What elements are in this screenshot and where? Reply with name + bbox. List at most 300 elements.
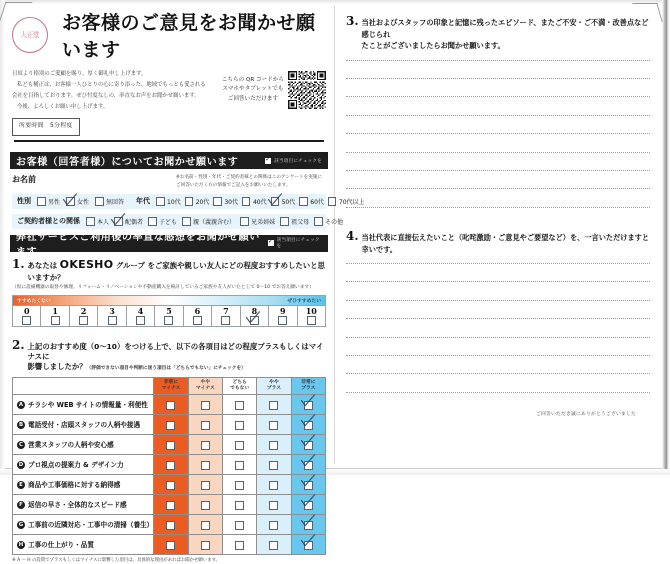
nps-cell-9[interactable] xyxy=(269,306,297,326)
matrix-row-label-E xyxy=(13,474,154,494)
matrix-row-label-G xyxy=(13,514,154,534)
gender-option-2[interactable] xyxy=(95,197,124,206)
matrix-row xyxy=(13,434,326,454)
matrix-column-header-2 xyxy=(188,377,222,394)
matrix-cell-F-1[interactable] xyxy=(154,494,188,514)
nps-scale xyxy=(12,295,326,327)
matrix-cell-H-3[interactable] xyxy=(222,534,256,554)
relation-option-label-1: 配偶者 xyxy=(125,218,144,226)
matrix-checkbox-A-5[interactable] xyxy=(304,401,313,410)
relation-option-label-3: 親（義親含む） xyxy=(193,218,236,226)
matrix-checkbox-E-5[interactable] xyxy=(304,481,313,490)
age-checkbox-6[interactable] xyxy=(328,197,337,206)
matrix-body xyxy=(13,394,326,554)
qr-code-icon[interactable] xyxy=(288,71,326,109)
matrix-row-text-G: 工事前の近隣対応・工事中の清掃（養生） xyxy=(28,521,154,530)
qr-block xyxy=(222,71,326,109)
matrix-row-label-B xyxy=(13,414,154,434)
matrix-checkbox-C-3[interactable] xyxy=(235,441,244,450)
matrix-checkbox-H-4[interactable] xyxy=(269,541,278,550)
q3-line-6[interactable] xyxy=(346,152,650,154)
nps-checkbox-1[interactable] xyxy=(51,316,60,325)
nps-cell-1[interactable] xyxy=(41,306,69,326)
matrix-cell-A-2[interactable] xyxy=(188,394,222,414)
name-label: お名前 xyxy=(12,175,36,185)
matrix-checkbox-C-2[interactable] xyxy=(201,441,210,450)
q1-subtext: （仮に設備機器の取替や修理、リフォーム・リノベーションや不動産購入を検討しているご家族や友人がいたとして 0〜10 でお答え願います） xyxy=(12,284,314,290)
matrix-checkbox-B-3[interactable] xyxy=(235,421,244,430)
matrix-cell-G-4[interactable] xyxy=(257,514,291,534)
matrix-row-text-E: 商品や工事価格に対する納得感 xyxy=(28,481,121,490)
checkbox-hint-icon-2 xyxy=(268,240,274,246)
matrix-cell-D-1[interactable] xyxy=(154,454,188,474)
matrix-cell-B-4[interactable] xyxy=(257,414,291,434)
matrix-corner-cell xyxy=(13,377,154,394)
checkbox-hint-icon xyxy=(265,158,271,164)
matrix-row-text-B: 電話受付・店頭スタッフの人柄や接遇 xyxy=(28,421,141,430)
nps-cell-number-4: 4 xyxy=(137,306,144,317)
nps-checkbox-3[interactable] xyxy=(108,316,117,325)
matrix-column-header-4-line2: プラス xyxy=(266,385,282,391)
q3-text xyxy=(362,17,650,52)
matrix-row-label-A xyxy=(13,394,154,414)
matrix-cell-G-3[interactable] xyxy=(222,514,256,534)
q4-answer-lines[interactable] xyxy=(346,263,650,394)
q4-line-5[interactable] xyxy=(346,337,650,339)
matrix-cell-F-5[interactable] xyxy=(291,494,325,514)
age-checkbox-5[interactable] xyxy=(299,197,308,206)
matrix-cell-B-3[interactable] xyxy=(222,414,256,434)
question-4 xyxy=(340,225,656,417)
relation-label: ご契約者様との関係 xyxy=(17,217,80,226)
nps-cell-8[interactable] xyxy=(241,306,269,326)
nps-checkbox-5[interactable] xyxy=(164,316,173,325)
matrix-cell-E-2[interactable] xyxy=(188,474,222,494)
relation-option-label-6: その他 xyxy=(325,218,344,226)
matrix-cell-E-3[interactable] xyxy=(222,474,256,494)
age-checkbox-0[interactable] xyxy=(156,197,165,206)
relation-option-5[interactable] xyxy=(280,217,309,226)
relation-checkbox-5[interactable] xyxy=(280,217,289,226)
matrix-row-tag-C: C xyxy=(17,441,25,449)
age-option-3[interactable] xyxy=(242,197,267,206)
nps-cell-number-9: 9 xyxy=(280,306,286,317)
matrix-checkbox-H-1[interactable] xyxy=(166,541,175,550)
nps-cell-4[interactable] xyxy=(127,306,155,326)
matrix-row-text-H: 工事の仕上がり・品質 xyxy=(28,541,94,550)
matrix-cell-A-1[interactable] xyxy=(154,394,188,414)
nps-checkbox-8[interactable] xyxy=(250,316,259,325)
name-note-line-2: ご回答いただく方の情報でご記入をお願いいたします。 xyxy=(176,182,291,188)
q3-line-5[interactable] xyxy=(346,133,650,135)
matrix-checkbox-C-1[interactable] xyxy=(166,441,175,450)
matrix-cell-A-4[interactable] xyxy=(257,394,291,414)
nps-cell-6[interactable] xyxy=(184,306,212,326)
matrix-cell-G-2[interactable] xyxy=(188,514,222,534)
matrix-checkbox-B-1[interactable] xyxy=(166,421,175,430)
matrix-cell-C-4[interactable] xyxy=(257,434,291,454)
q1-text xyxy=(28,258,326,283)
relation-row xyxy=(12,214,344,229)
qr-caption-line-2: スマホやタブレットでも xyxy=(222,86,284,93)
matrix-checkbox-G-2[interactable] xyxy=(201,521,210,530)
matrix-column-header-2-line2: マイナス xyxy=(195,385,215,391)
matrix-cell-F-4[interactable] xyxy=(257,494,291,514)
matrix-cell-H-4[interactable] xyxy=(257,534,291,554)
matrix-checkbox-D-2[interactable] xyxy=(201,461,210,470)
matrix-checkbox-A-1[interactable] xyxy=(166,401,175,410)
relation-option-6[interactable] xyxy=(314,217,343,226)
matrix-checkbox-G-1[interactable] xyxy=(166,521,175,530)
matrix-row-text-F: 返信の早さ・全体的なスピード感 xyxy=(28,501,127,510)
matrix-cell-D-3[interactable] xyxy=(222,454,256,474)
column-divider xyxy=(334,6,335,464)
company-seal-text: 大正堂 xyxy=(20,30,40,39)
matrix-checkbox-A-3[interactable] xyxy=(235,401,244,410)
nps-cells xyxy=(13,305,325,326)
nps-cell-2[interactable] xyxy=(70,306,98,326)
age-option-5[interactable] xyxy=(299,197,324,206)
age-option-2[interactable] xyxy=(213,197,238,206)
relation-checkbox-6[interactable] xyxy=(314,217,323,226)
matrix-cell-B-5[interactable] xyxy=(291,414,325,434)
section-bar-service-title: 弊社サービスご利用後の率直な感想をお聞かせ願います xyxy=(16,232,260,259)
q4-line-3[interactable] xyxy=(346,300,650,302)
matrix-row xyxy=(13,514,326,534)
matrix-cell-H-5[interactable] xyxy=(291,534,325,554)
matrix-row xyxy=(13,474,326,494)
matrix-cell-C-2[interactable] xyxy=(188,434,222,454)
relation-checkbox-3[interactable] xyxy=(182,217,191,226)
qr-caption xyxy=(222,76,284,104)
matrix-checkbox-A-2[interactable] xyxy=(201,401,210,410)
section-bar-service-hint xyxy=(268,237,322,249)
q2-text xyxy=(28,342,326,373)
matrix-checkbox-D-4[interactable] xyxy=(269,461,278,470)
matrix-row-text-A: チラシや WEB サイトの情報量・利便性 xyxy=(28,401,148,410)
matrix-cell-B-1[interactable] xyxy=(154,414,188,434)
matrix-checkbox-F-1[interactable] xyxy=(166,501,175,510)
q3-number: 3. xyxy=(346,14,359,28)
nps-left-label: すすめたくない xyxy=(17,299,51,305)
age-checkbox-4[interactable] xyxy=(271,197,280,206)
matrix-row xyxy=(13,414,326,434)
matrix-column-header-5 xyxy=(291,377,325,394)
matrix-row-label-C xyxy=(13,434,154,454)
matrix-column-header-1 xyxy=(154,377,188,394)
matrix-checkbox-G-5[interactable] xyxy=(304,521,313,530)
age-option-0[interactable] xyxy=(156,197,181,206)
gender-option-label-0: 男性 xyxy=(48,198,61,206)
q4-text: 当社代表に直接伝えたいこと（叱咤激励・ご意見やご要望など）を、一言いただけますと幸いです。 xyxy=(361,233,650,254)
matrix-column-header-3-line2: でもない xyxy=(230,385,250,391)
age-option-1[interactable] xyxy=(185,197,210,206)
nps-cell-0[interactable] xyxy=(13,306,41,326)
nps-cell-number-10: 10 xyxy=(305,306,317,317)
matrix-checkbox-C-4[interactable] xyxy=(269,441,278,450)
nps-checkbox-2[interactable] xyxy=(79,316,88,325)
matrix-row xyxy=(13,394,326,414)
nps-gradient-bar xyxy=(13,296,325,305)
name-note-line-1: ※お名前・性別・年代・ご契約者様との関係はこのアンケートを実施に xyxy=(176,175,322,181)
intro-line-4: 今後、よろしくお願い申し上げます。 xyxy=(17,104,109,111)
age-option-label-5: 60代 xyxy=(310,198,324,206)
q1-text-pre: あなたは xyxy=(27,260,60,270)
nps-cell-number-3: 3 xyxy=(109,306,115,317)
estimated-time-badge: 所要時間 5分程度 xyxy=(12,118,80,136)
gender-option-label-1: 女性 xyxy=(77,198,90,206)
gender-checkbox-2[interactable] xyxy=(95,197,104,206)
relation-option-4[interactable] xyxy=(240,217,275,226)
gender-option-label-2: 無回答 xyxy=(106,198,125,206)
matrix-row-text-D: プロ視点の提案力 & デザイン力 xyxy=(28,461,124,470)
matrix-checkbox-H-5[interactable] xyxy=(304,541,313,550)
matrix-row xyxy=(13,454,326,474)
matrix-checkbox-B-5[interactable] xyxy=(304,421,313,430)
age-option-label-0: 10代 xyxy=(167,198,181,206)
q2-number: 2. xyxy=(12,338,25,353)
q4-line-7[interactable] xyxy=(346,373,650,375)
intro-line-1: 日頃より格別のご愛顧を賜り、厚く御礼申し上げます。 xyxy=(12,71,147,77)
matrix-cell-B-2[interactable] xyxy=(188,414,222,434)
matrix-cell-A-3[interactable] xyxy=(222,394,256,414)
qr-caption-line-1: こちらの QR コードから xyxy=(221,77,284,84)
q4-number: 4. xyxy=(346,229,359,244)
q3-line-1[interactable] xyxy=(346,60,650,62)
nps-checkbox-7[interactable] xyxy=(221,316,230,325)
section-bar-respondent-hint-text: 該当項目にチェックを xyxy=(274,158,322,164)
nps-checkbox-4[interactable] xyxy=(136,316,145,325)
gender-option-0[interactable] xyxy=(37,197,60,206)
gender-label: 性別 xyxy=(17,197,31,206)
age-option-label-4: 50代 xyxy=(281,198,296,206)
age-checkbox-1[interactable] xyxy=(185,197,194,206)
matrix-cell-H-2[interactable] xyxy=(188,534,222,554)
matrix-cell-F-3[interactable] xyxy=(222,494,256,514)
nps-checkbox-0[interactable] xyxy=(22,316,31,325)
nps-cell-7[interactable] xyxy=(212,306,240,326)
relation-option-label-5: 祖父母 xyxy=(291,218,310,226)
left-column xyxy=(8,0,365,564)
gender-option-1[interactable] xyxy=(66,197,89,206)
relation-checkbox-4[interactable] xyxy=(240,217,249,226)
q4-line-1[interactable] xyxy=(346,263,650,265)
header-rule xyxy=(14,140,324,142)
q4-line-8[interactable] xyxy=(346,392,650,394)
nps-cell-3[interactable] xyxy=(98,306,126,326)
matrix-cell-C-5[interactable] xyxy=(291,434,325,454)
matrix-row-label-F xyxy=(13,494,154,514)
thanks-note: ご回答いただき誠にありがとうございました xyxy=(536,412,636,418)
q3-line-2[interactable] xyxy=(346,78,650,80)
q2-footnote: ※ A 〜 H の設問でプラスもしくはマイナスに影響した項目は、具体的な理由があればお聞かせ願います。 xyxy=(12,557,221,563)
section-bar-respondent-title: お客様（回答者様）についてお聞かせ願います xyxy=(16,157,239,169)
matrix-cell-G-5[interactable] xyxy=(291,514,325,534)
matrix-checkbox-B-4[interactable] xyxy=(269,421,278,430)
scan-edge-left xyxy=(0,0,5,475)
matrix-row-tag-F: F xyxy=(17,501,25,509)
q3-line-4[interactable] xyxy=(346,115,650,117)
gender-and-age-row xyxy=(12,194,365,209)
matrix-row-label-H xyxy=(13,534,154,554)
age-option-4[interactable] xyxy=(271,197,296,206)
relation-option-2[interactable] xyxy=(148,217,177,226)
matrix-row xyxy=(13,494,326,514)
matrix-row-tag-A: A xyxy=(18,402,24,409)
page-title: お客様のご意見をお聞かせ願います xyxy=(62,12,316,61)
matrix-row-tag-E: E xyxy=(17,481,25,489)
gender-checkbox-1[interactable] xyxy=(66,197,75,206)
relation-option-label-4: 兄弟姉妹 xyxy=(251,218,276,226)
matrix-row-tag-D: D xyxy=(18,462,24,469)
relation-checkbox-1[interactable] xyxy=(114,217,123,226)
matrix-cell-F-2[interactable] xyxy=(188,494,222,514)
age-checkbox-2[interactable] xyxy=(213,197,222,206)
age-checkbox-3[interactable] xyxy=(242,197,251,206)
intro-text xyxy=(12,69,222,136)
q3-line-8[interactable] xyxy=(346,188,650,190)
q1-number: 1. xyxy=(12,256,25,271)
nps-cell-number-5: 5 xyxy=(166,306,172,317)
matrix-row-tag-B: B xyxy=(18,422,24,429)
intro-line-2: 私ども桶正は、お客様一人ひとりの心に寄り添った、地域でもっとも愛される xyxy=(17,82,206,89)
question-1 xyxy=(8,252,330,327)
form-header xyxy=(8,0,330,146)
qr-caption-line-3: ご回答いただけます xyxy=(227,95,279,102)
age-option-label-6: 70代以上 xyxy=(338,198,365,206)
relation-checkbox-0[interactable] xyxy=(86,217,95,226)
matrix-checkbox-F-3[interactable] xyxy=(235,501,244,510)
relation-option-3[interactable] xyxy=(182,217,235,226)
matrix-checkbox-H-3[interactable] xyxy=(235,541,244,550)
matrix-row-label-D xyxy=(13,454,154,474)
q2-line-2-sub: （評価できない項目や判断に迷う項目は「どちらでもない」にチェックを） xyxy=(86,366,246,372)
nps-cell-number-8: 8 xyxy=(251,306,258,317)
q3-line-9[interactable] xyxy=(346,207,650,209)
relation-option-0[interactable] xyxy=(86,217,109,226)
nps-checkbox-9[interactable] xyxy=(278,316,287,325)
matrix-checkbox-G-3[interactable] xyxy=(235,521,244,530)
matrix-column-header-3 xyxy=(222,377,256,394)
q4-line-2[interactable] xyxy=(346,281,650,283)
matrix-cell-A-5[interactable] xyxy=(291,394,325,414)
q4-line-4[interactable] xyxy=(346,318,650,320)
q2-line-1: 上記のおすすめ度（0〜10）をつける上で、以下の各項目はどの程度プラスもしくはマイナスに xyxy=(27,342,324,362)
matrix-column-header-3-line1: どちら xyxy=(232,379,247,385)
nps-cell-number-0: 0 xyxy=(23,306,30,317)
q3-line-3[interactable] xyxy=(346,96,650,98)
section-bar-respondent-hint xyxy=(265,158,322,164)
matrix-cell-C-1[interactable] xyxy=(154,434,188,454)
question-2 xyxy=(8,333,330,564)
nps-cell-5[interactable] xyxy=(155,306,183,326)
matrix-checkbox-F-2[interactable] xyxy=(201,501,210,510)
nps-checkbox-10[interactable] xyxy=(307,316,316,325)
matrix-checkbox-D-5[interactable] xyxy=(304,461,313,470)
matrix-row-text-C: 営業スタッフの人柄や安心感 xyxy=(28,441,114,450)
matrix-checkbox-A-4[interactable] xyxy=(269,401,278,410)
q1-brand: OKESHO xyxy=(59,257,114,271)
age-option-label-1: 20代 xyxy=(195,198,210,206)
matrix-cell-D-2[interactable] xyxy=(188,454,222,474)
matrix-column-header-1-line2: マイナス xyxy=(161,385,181,391)
age-option-label-2: 30代 xyxy=(224,198,238,206)
age-option-label-3: 40代 xyxy=(252,198,267,206)
respondent-fields xyxy=(8,169,365,229)
matrix-cell-D-4[interactable] xyxy=(257,454,291,474)
matrix-cell-C-3[interactable] xyxy=(222,434,256,454)
nps-checkbox-6[interactable] xyxy=(193,316,202,325)
matrix-column-header-1-line1: 非常に xyxy=(163,379,179,385)
nps-cell-number-1: 1 xyxy=(52,306,58,317)
matrix-column-header-5-line2: プラス xyxy=(301,385,316,391)
matrix-column-header-5-line1: 非常に xyxy=(301,379,316,385)
nps-right-label: ぜひすすめたい xyxy=(287,299,321,305)
matrix-checkbox-D-3[interactable] xyxy=(235,461,244,470)
matrix-row-tag-H: H xyxy=(18,542,24,549)
q3-line-2: たことがございましたらお聞かせ願います。 xyxy=(361,41,505,51)
section-bar-respondent xyxy=(10,152,328,169)
section-bar-service xyxy=(10,232,328,259)
matrix-cell-G-1[interactable] xyxy=(154,514,188,534)
company-seal-icon xyxy=(12,17,48,53)
q3-answer-lines[interactable] xyxy=(346,60,650,209)
matrix-cell-E-5[interactable] xyxy=(291,474,325,494)
q2-line-2: 影響しましたか？ xyxy=(27,362,87,372)
matrix-checkbox-H-2[interactable] xyxy=(201,541,210,550)
matrix-checkbox-G-4[interactable] xyxy=(269,521,278,530)
gender-checkbox-0[interactable] xyxy=(37,197,46,206)
nps-cell-number-7: 7 xyxy=(223,306,229,317)
matrix-checkbox-E-1[interactable] xyxy=(166,481,175,490)
name-note xyxy=(176,174,326,189)
matrix-cell-E-4[interactable] xyxy=(257,474,291,494)
matrix-checkbox-F-5[interactable] xyxy=(304,501,313,510)
matrix-column-header-4-line1: やや xyxy=(269,379,279,385)
matrix-checkbox-E-4[interactable] xyxy=(269,481,278,490)
matrix-checkbox-D-1[interactable] xyxy=(166,461,175,470)
matrix-cell-H-1[interactable] xyxy=(154,534,188,554)
right-column xyxy=(340,0,656,417)
matrix-column-header-2-line1: やや xyxy=(200,379,211,385)
relation-option-label-0: 本人 xyxy=(97,218,110,226)
matrix-checkbox-E-3[interactable] xyxy=(235,481,244,490)
impact-matrix xyxy=(12,377,326,555)
section-bar-service-hint-text: 該当項目にチェックを xyxy=(276,238,320,250)
relation-option-1[interactable] xyxy=(114,217,143,226)
q1-text-post: グループ をご家族や親しい友人にどの程度おすすめしたいと思いますか？ xyxy=(27,260,325,282)
intro-line-3: 会社を目指しております。ぜひ忖度なしの、率直なお声をお聞かせ願います。 xyxy=(12,93,200,100)
matrix-cell-E-1[interactable] xyxy=(154,474,188,494)
matrix-row xyxy=(13,534,326,554)
scan-edge-right xyxy=(662,0,670,475)
matrix-checkbox-C-5[interactable] xyxy=(304,441,313,450)
relation-checkbox-2[interactable] xyxy=(148,217,157,226)
nps-cell-10[interactable] xyxy=(298,306,325,326)
matrix-row-tag-G: G xyxy=(18,522,24,529)
matrix-cell-D-5[interactable] xyxy=(291,454,325,474)
matrix-checkbox-F-4[interactable] xyxy=(269,501,278,510)
matrix-checkbox-B-2[interactable] xyxy=(201,421,210,430)
matrix-checkbox-E-2[interactable] xyxy=(201,481,210,490)
nps-cell-number-6: 6 xyxy=(194,306,201,317)
q4-line-6[interactable] xyxy=(346,355,650,357)
matrix-column-header-4 xyxy=(257,377,291,394)
q3-line-1: 当社およびスタッフの印象と記憶に残ったエピソード、またご不安・ご不満・改善点など感じられ xyxy=(361,18,649,39)
nps-cell-number-2: 2 xyxy=(80,306,87,317)
question-3 xyxy=(340,0,656,209)
q3-line-7[interactable] xyxy=(346,170,650,172)
